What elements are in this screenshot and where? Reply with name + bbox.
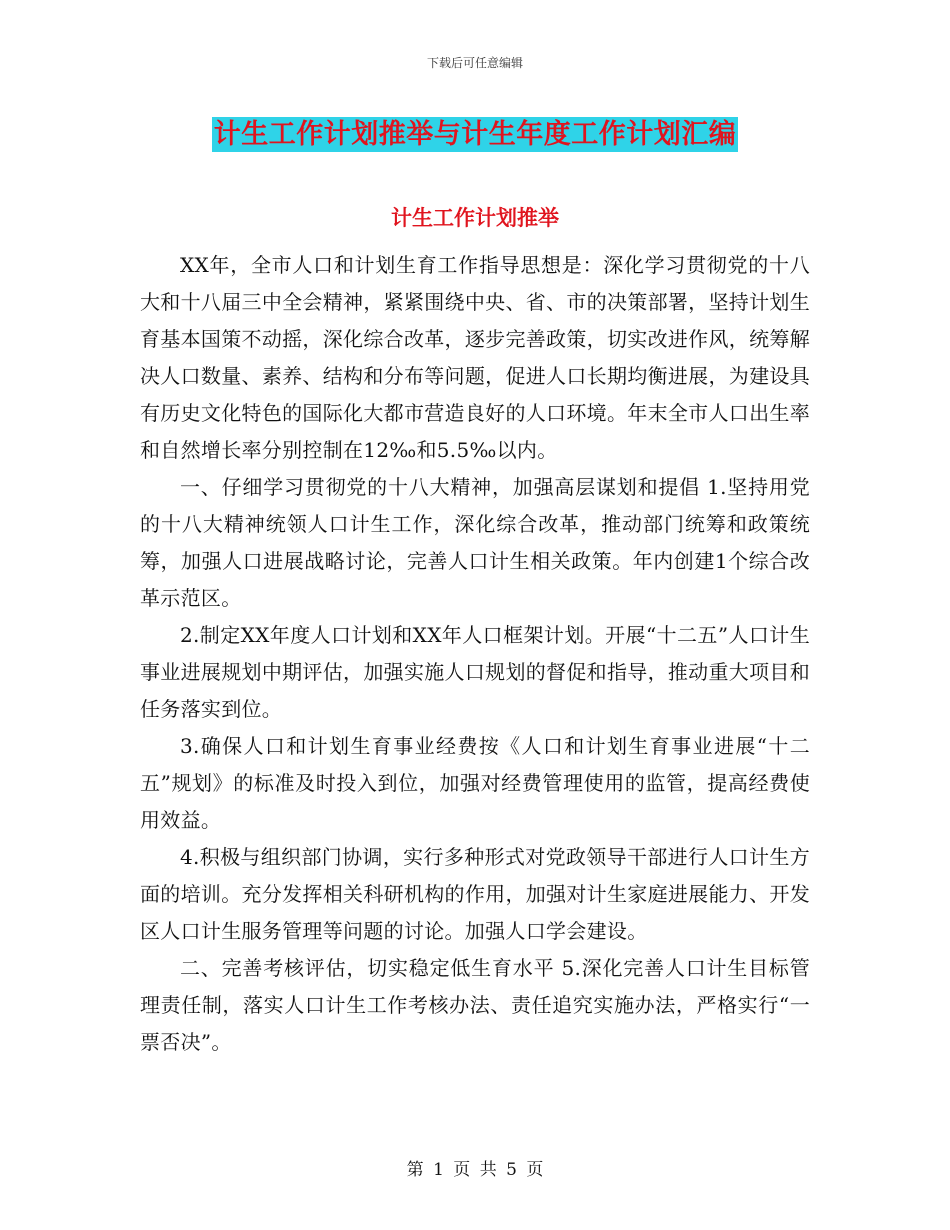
document-body: [140, 247, 810, 1061]
page-number: 第 1 页 共 5 页: [406, 1160, 544, 1180]
header-note: 下载后可任意编辑: [426, 56, 523, 70]
paragraph: 一、仔细学习贯彻党的十八大精神，加强高层谋划和提倡 1.坚持用党的十八大精神统领人口计生工作，深化综合改革，推动部门统筹和政策统筹，加强人口进展战略讨论，完善人口计生相关政策。年内创建1个综合改革示范区。: [140, 475, 810, 610]
section-title: 计生工作计划推举: [391, 206, 559, 230]
paragraph: 2.制定XX年度人口计划和XX年人口框架计划。开展“十二五”人口计生事业进展规划中期评估，加强实施人口规划的督促和指导，推动重大项目和任务落实到位。: [140, 623, 810, 721]
paragraph: 4.积极与组织部门协调，实行多种形式对党政领导干部进行人口计生方面的培训。充分发挥相关科研机构的作用，加强对计生家庭进展能力、开发区人口计生服务管理等问题的讨论。加强人口学会建设。: [140, 845, 810, 943]
paragraph: 3.确保人口和计划生育事业经费按《人口和计划生育事业进展“十二五”规划》的标准及时投入到位，加强对经费管理使用的监管，提高经费使用效益。: [140, 734, 810, 832]
document-title-text: 计生工作计划推举与计生年度工作计划汇编: [213, 119, 737, 150]
paragraph: XX年，全市人口和计划生育工作指导思想是：深化学习贯彻党的十八大和十八届三中全会精神，紧紧围绕中央、省、市的决策部署，坚持计划生育基本国策不动摇，深化综合改革，逐步完善政策，切实改进作风，统筹解决人口数量、素养、结构和分布等问题，促进人口长期均衡进展，为建设具有历史文化特色的国际化大都市营造良好的人口环境。年末全市人口出生率和自然增长率分别控制在12‰和5.5‰以内。: [140, 253, 810, 462]
paragraph: 二、完善考核评估，切实稳定低生育水平 5.深化完善人口计生目标管理责任制，落实人口计生工作考核办法、责任追究实施办法，严格实行“一票否决”。: [140, 956, 810, 1054]
document-title: [0, 112, 950, 151]
